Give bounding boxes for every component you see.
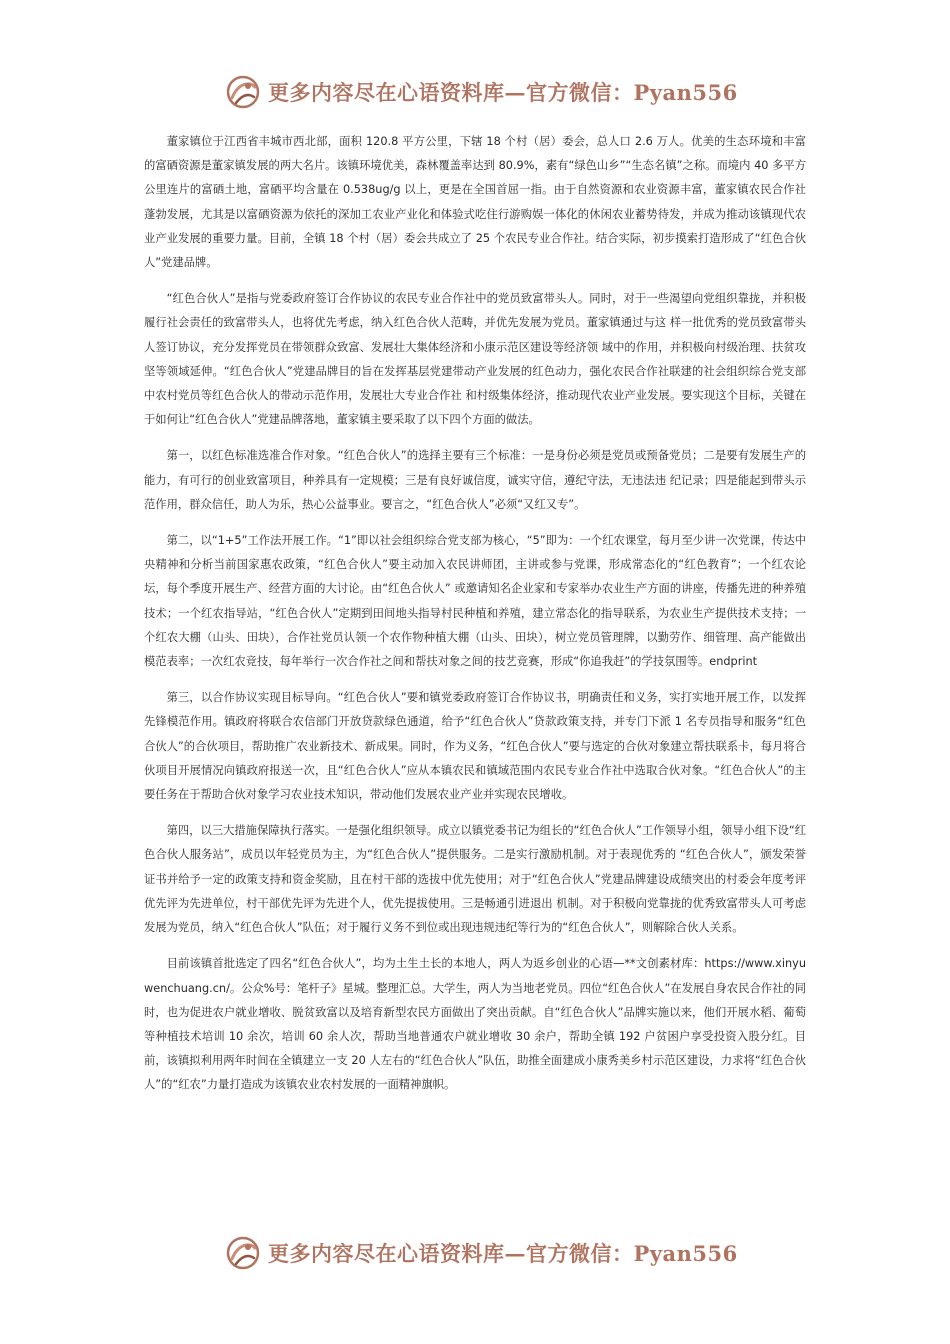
header-banner-text: 更多内容尽在心语资料库—官方微信：Pyan556	[268, 80, 738, 105]
paragraph-3: 第一，以红色标准选准合作对象。“红色合伙人”的选择主要有三个标准：一是身份必须是党员或预备党员；二是要有发展生产的能力，有可行的创业致富项目，种养具有一定规模；三是有良好诚信度，诚实守信，遵纪守法，无违法违 纪记录；四是能起到带头示范作用，群众信任，助人为乐，热心公益事业。要言之，“红色合伙人”必须“又红又专”。	[144, 449, 806, 511]
brand-logo-icon	[224, 1234, 262, 1272]
paragraph-6: 第四，以三大措施保障执行落实。一是强化组织领导。成立以镇党委书记为组长的“红色合伙人”工作领导小组，领导小组下设“红色合伙人服务站”，成员以年轻党员为主，为“红色合伙人”提供服务。二是实行激励机制。对于表现优秀的 “红色合伙人”，颁发荣誉证书并给予一定的政策支持和资金奖励，且在村干部的选拔中优先使用；对于“红色合伙人”党建品牌建设成绩突出的村委会年度考评优先评为先进单位，村干部优先评为先进个人，优先提拔使用。三是畅通引进退出 机制。对于积极向党靠拢的优秀致富带头人可考虑发展为党员，纳入“红色合伙人”队伍；对于履行义务不到位或出现违规违纪等行为的“红色合伙人”，则解除合伙人关系。	[144, 824, 806, 935]
document-body	[144, 130, 806, 1110]
paragraph-4: 第二，以“1+5”工作法开展工作。“1”即以社会组织综合党支部为核心，“5”即为：一个红农课堂，每月至少讲一次党课，传达中央精神和分析当前国家惠农政策，“红色合伙人”要主动加入农民讲师团，主讲或参与党课，形成常态化的“红色教育”；一个红农论坛，每个季度开展生产、经营方面的大讨论。由“红色合伙人” 或邀请知名企业家和专家举办农业生产方面的讲座，传播先进的种养殖技术；一个红农指导站，“红色合伙人”定期到田间地头指导村民种植和养殖，建立常态化的指导联系，为农业生产提供技术支持；一个红农大棚（山头、田块），合作社党员认领一个农作物种植大棚（山头、田块），树立党员管理牌，以勤劳作、细管理、高产能做出模范表率；一次红农竞技，每年举行一次合作社之间和帮扶对象之间的技艺竞赛，形成“你追我赶”的学技氛围等。endprint	[144, 534, 806, 669]
paragraph-1: 董家镇位于江西省丰城市西北部，面积 120.8 平方公里，下辖 18 个村（居）委会，总人口 2.6 万人。优美的生态环境和丰富的富硒资源是董家镇发展的两大名片。该镇环境优美，森林覆盖率达到 80.9%，素有“绿色山乡”“生态名镇”之称。而境内 40 多平方公里连片的富硒土地，富硒平均含量在 0.538ug/g 以上，更是在全国首屈一指。由于自然资源和农业资源丰富，董家镇农民合作社蓬勃发展，尤其是以富硒资源为依托的深加工农业产业化和体验式吃住行游购娱一体化的休闲农业蓄势待发，并成为推动该镇现代农业产业发展的重要力量。目前，全镇 18 个村（居）委会共成立了 25 个农民专业合作社。结合实际，初步摸索打造形成了“红色合伙人”党建品牌。	[144, 135, 806, 270]
footer-banner-text: 更多内容尽在心语资料库—官方微信：Pyan556	[268, 1241, 738, 1266]
paragraph-7: 目前该镇首批选定了四名“红色合伙人”，均为土生土长的本地人，两人为返乡创业的心语—**文创素材库：https://www.xinyuwenchuang.cn/。公众%号：笔杆子》星城。整理汇总。大学生，两人为当地老党员。四位“红色合伙人”在发展自身农民合作社的同时，也为促进农户就业增收、脱贫致富以及培育新型农民方面做出了突出贡献。自“红色合伙人”品牌实施以来，他们开展水稻、葡萄等种植技术培训 10 余次，培训 60 余人次，帮助当地普通农户就业增收 30 余户，帮助全镇 192 户贫困户享受投资入股分红。目前，该镇拟利用两年时间在全镇建立一支 20 人左右的“红色合伙人”队伍，助推全面建成小康秀美乡村示范区建设，力求将“红色合伙人”的“红农”力量打造成为该镇农业农村发展的一面精神旗帜。	[144, 957, 806, 1092]
paragraph-2: “红色合伙人”是指与党委政府签订合作协议的农民专业合作社中的党员致富带头人。同时，对于一些渴望向党组织靠拢，并积极履行社会责任的致富带头人，也将优先考虑，纳入红色合伙人范畴，并优先发展为党员。董家镇通过与这 样一批优秀的党员致富带头人签订协议，充分发挥党员在带领群众致富、发展壮大集体经济和小康示范区建设等经济领 域中的作用，并积极向村级治理、扶贫攻坚等领域延伸。“红色合伙人”党建品牌目的旨在发挥基层党建带动产业发展的红色动力，强化农民合作社联建的社会组织综合党支部中农村党员等红色合伙人的带动示范作用，发展壮大专业合作社 和村级集体经济，推动现代农业产业发展。要实现这个目标，关键在于如何让“红色合伙人”党建品牌落地，董家镇主要采取了以下四个方面的做法。	[144, 292, 806, 427]
header-banner	[224, 72, 744, 112]
footer-banner	[224, 1233, 744, 1273]
brand-logo-icon	[224, 73, 262, 111]
paragraph-5: 第三，以合作协议实现目标导向。“红色合伙人”要和镇党委政府签订合作协议书，明确责任和义务，实打实地开展工作，以发挥先锋模范作用。镇政府将联合农信部门开放贷款绿色通道，给予“红色合伙人”贷款政策支持，并专门下派 1 名专员指导和服务“红色合伙人”的合伙项目，帮助推广农业新技术、新成果。同时，作为义务，“红色合伙人”要与选定的合伙对象建立帮扶联系卡，每月将合伙项目开展情况向镇政府报送一次，且“红色合伙人”应从本镇农民和镇域范围内农民专业合作社中选取合伙对象。“红色合伙人”的主要任务在于帮助合伙对象学习农业技术知识，带动他们发展农业产业并实现农民增收。	[144, 691, 806, 802]
